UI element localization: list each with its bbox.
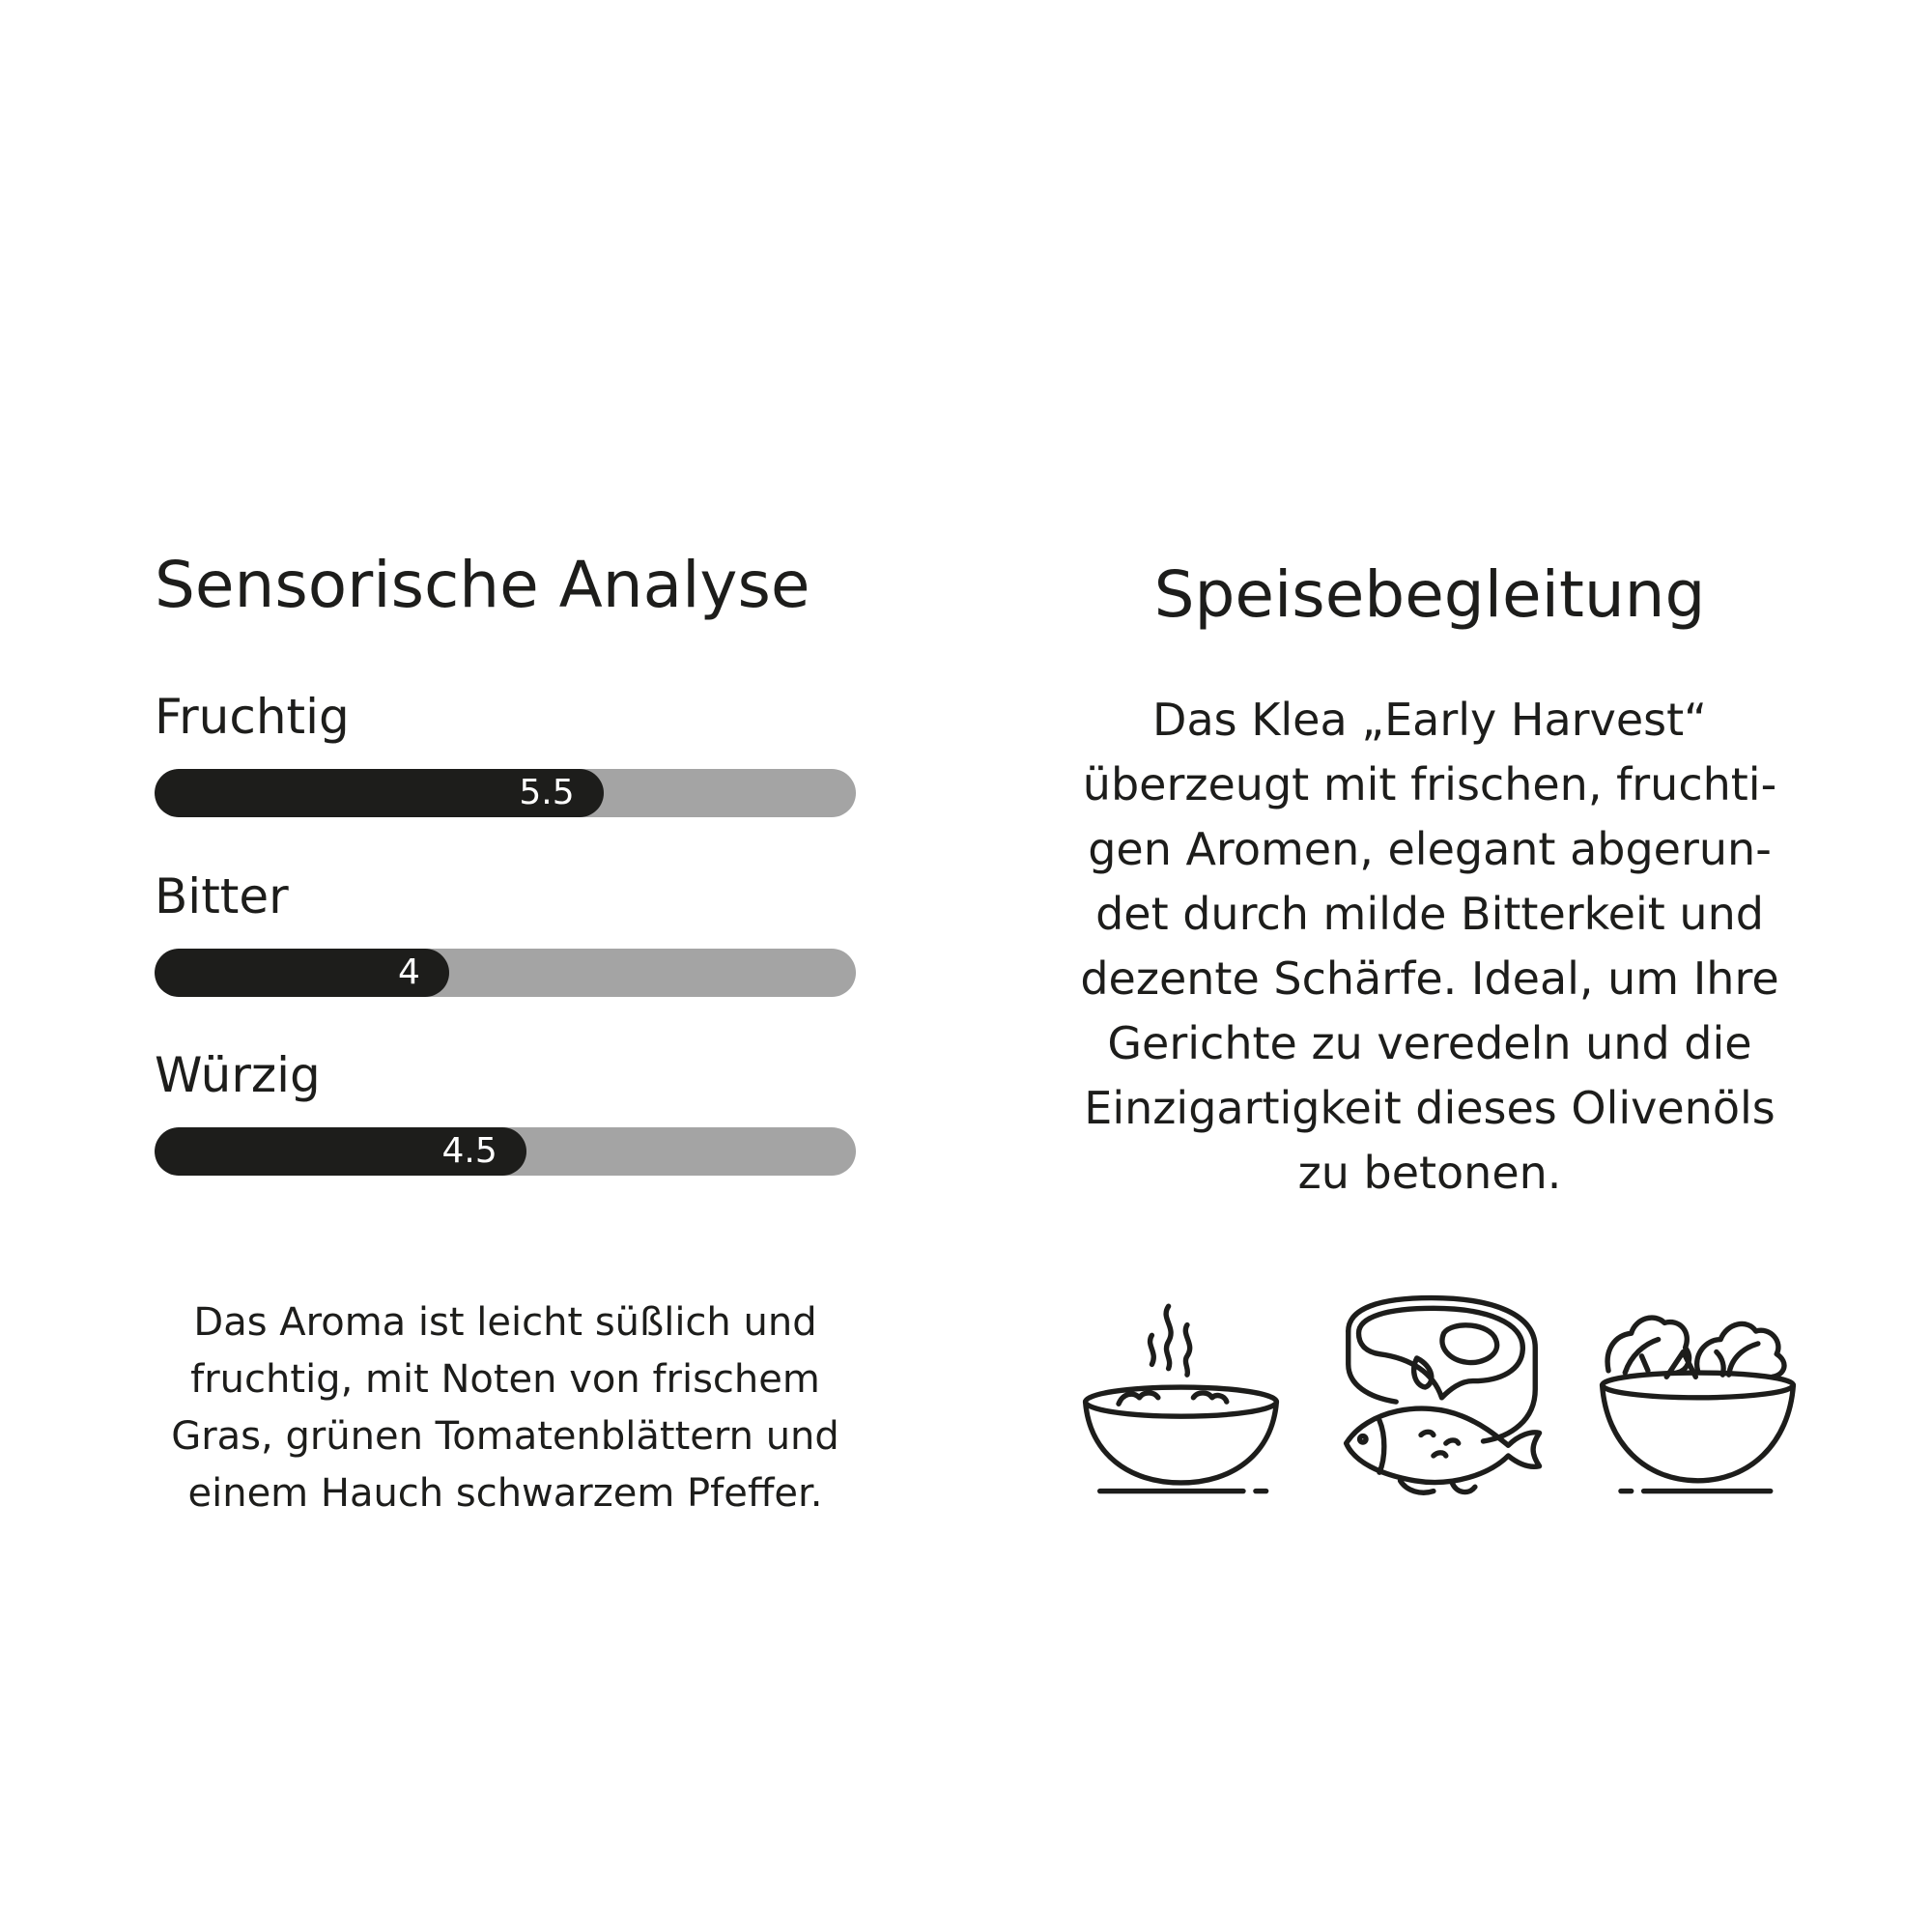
metric-bar-fill-fruchtig — [155, 769, 604, 817]
meat-and-fish-icon — [1338, 1290, 1546, 1497]
metric-label-bitter: Bitter — [155, 868, 289, 924]
metric-bar-fill-wuerzig — [155, 1127, 526, 1176]
soup-bowl-icon — [1077, 1290, 1285, 1497]
metric-bar-fruchtig — [155, 769, 856, 817]
food-pairing-description: Das Klea „Early Harvest“ überzeugt mit frischen, fruchtigen Aromen, elegant abgerundet durch milde Bitterkeit und dezente Schärfe. Ideal, um Ihre Gerichte zu veredeln und die Einzigartigkeit dieses Olivenöls zu betonen. — [1080, 694, 1779, 1199]
metric-bar-bitter — [155, 949, 856, 997]
metric-value-bitter: 4 — [398, 952, 420, 992]
food-pairing-heading: Speisebegleitung — [1153, 557, 1706, 632]
metric-bar-fill-bitter — [155, 949, 449, 997]
metric-value-wuerzig: 4.5 — [441, 1131, 497, 1171]
metric-label-fruchtig: Fruchtig — [155, 689, 350, 745]
salad-bowl-icon — [1594, 1290, 1802, 1497]
aroma-description: Das Aroma ist leicht süßlich und fruchtig, mit Noten von frischem Gras, grünen Tomatenblättern und einem Hauch schwarzem Pfeffer. — [171, 1300, 839, 1516]
sensory-analysis-heading: Sensorische Analyse — [155, 548, 810, 622]
metric-label-wuerzig: Würzig — [155, 1047, 321, 1103]
metric-bar-wuerzig — [155, 1127, 856, 1176]
metric-value-fruchtig: 5.5 — [519, 773, 575, 812]
